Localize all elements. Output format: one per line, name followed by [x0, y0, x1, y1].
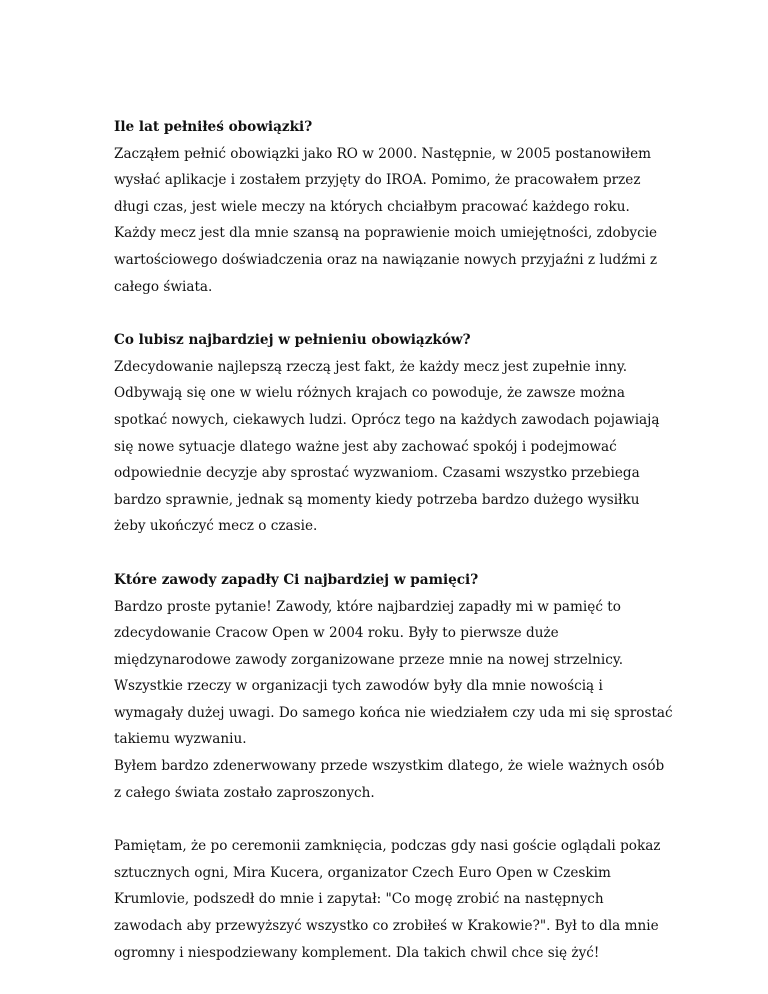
- document-page: [114, 114, 674, 993]
- answer-paragraph-continued: Byłem bardzo zdenerwowany przede wszystkim dlatego, że wiele ważnych osób z całego świata zostało zaproszonych.: [114, 758, 665, 801]
- question-heading: Które zawody zapadły Ci najbardziej w pamięci?: [114, 571, 479, 588]
- question-heading: Co lubisz najbardziej w pełnieniu obowiązków?: [114, 332, 471, 349]
- answer-paragraph: Zacząłem pełnić obowiązki jako RO w 2000. Następnie, w 2005 postanowiłem wysłać aplikacje i zostałem przyjęty do IROA. Pomimo, że pracowałem przez długi czas, jest wiele meczy na których chciałbym pracować każdego roku. Każdy mecz jest dla mnie szansą na poprawienie moich umiejętności, zdobycie wartościowego doświadczenia oraz na nawiązanie nowych przyjaźni z ludźmi z całego świata.: [114, 145, 658, 295]
- qa-section-1: [114, 114, 674, 300]
- question-heading: Ile lat pełniłeś obowiązki?: [114, 119, 313, 135]
- answer-paragraph: Zdecydowanie najlepszą rzeczą jest fakt, że każdy mecz jest zupełnie inny. Odbywają się one w wielu różnych krajach co powoduje, że zawsze można spotkać nowych, ciekawych ludzi. Oprócz tego na każdych zawodach pojawiają się nowe sytuacje dlatego ważne jest aby zachować spokój i podejmować odpowiednie decyzje aby sprostać wyzwaniom. Czasami wszystko przebiega bardzo sprawnie, jednak są momenty kiedy potrzeba bardzo dużego wysiłku żeby ukończyć mecz o czasie.: [114, 358, 660, 535]
- qa-section-2: [114, 327, 674, 540]
- answer-paragraph: Bardzo proste pytanie! Zawody, które najbardziej zapadły mi w pamięć to zdecydowanie Cracow Open w 2004 roku. Były to pierwsze duże międzynarodowe zawody zorganizowane przeze mnie na nowej strzelnicy. Wszystkie rzeczy w organizacji tych zawodów były dla mnie nowością i wymagały dużej uwagi. Do samego końca nie wiedziałem czy uda mi się sprostać takiemu wyzwaniu.: [114, 598, 673, 748]
- qa-section-3: [114, 567, 674, 806]
- closing-paragraph: Pamiętam, że po ceremonii zamknięcia, podczas gdy nasi goście oglądali pokaz sztucznych ogni, Mira Kucera, organizator Czech Euro Open w Czeskim Krumlovie, podszedł do mnie i zapytał: "Co mogę zrobić na następnych zawodach aby przewyższyć wszystko co zrobiłeś w Krakowie?". Był to dla mnie ogromny i niespodziewany komplement. Dla takich chwil chce się żyć!: [114, 838, 661, 961]
- closing-section: [114, 833, 674, 966]
